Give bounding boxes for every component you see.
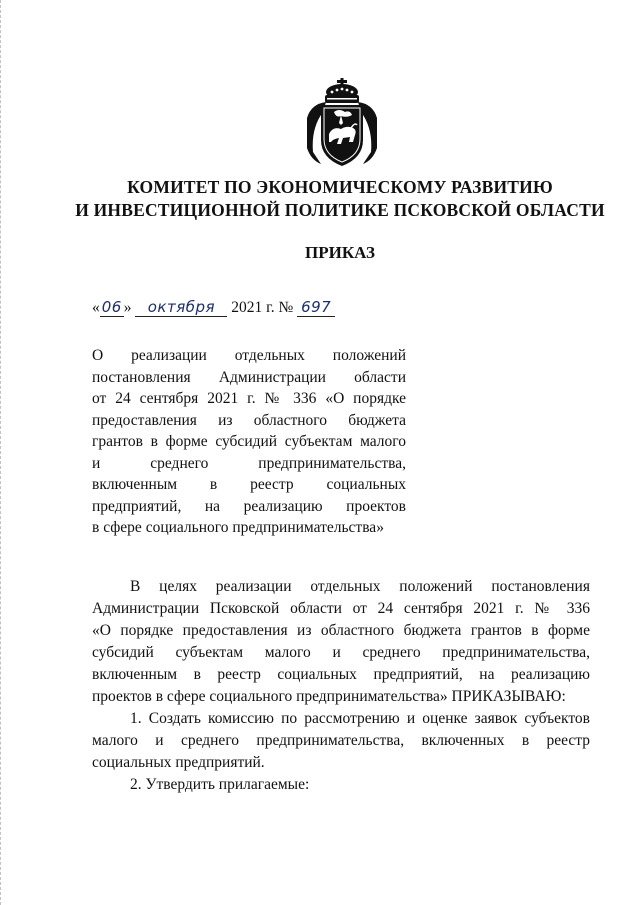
document-type: ПРИКАЗ [305, 243, 375, 262]
body-line: Администрации Псковской области от 24 сентября 2021 г. № 336 [92, 600, 590, 617]
body-line: 1. Создать комиссию по рассмотрению и оценке заявок субъектов [130, 710, 590, 727]
body-line: малого и среднего предпринимательства, включенных в реестр [92, 732, 590, 749]
subject-line: в сфере социального предпринимательства» [92, 519, 384, 536]
date-year-label: 2021 г. № [231, 299, 294, 316]
organization-title [60, 176, 620, 222]
body-line: включенным в реестр социальных предприятий, на реализацию [92, 666, 590, 683]
subject-line: предоставления из областного бюджета [92, 411, 406, 429]
organization-title-line-1: КОМИТЕТ ПО ЭКОНОМИЧЕСКОМУ РАЗВИТИЮ [127, 177, 553, 197]
body-line: В целях реализации отдельных положений постановления [130, 578, 590, 595]
order-body [92, 576, 590, 796]
order-number: 697 [297, 298, 335, 317]
subject-line: от 24 сентября 2021 г. № 336 «О порядке [92, 390, 406, 407]
scan-edge [0, 0, 5, 905]
date-close-quote: » [123, 299, 132, 316]
subject-line: предприятий, на реализацию проектов [92, 497, 406, 515]
body-line: социальных предприятий. [92, 754, 265, 771]
subject-line: постановления Администрации области [92, 368, 406, 386]
pskov-coat-of-arms-icon [301, 78, 383, 168]
subject-line: грантов в форме субсидий субъектам малого [92, 433, 406, 450]
body-line: 2. Утвердить прилагаемые: [130, 776, 310, 793]
subject-line: О реализации отдельных положений [92, 347, 406, 364]
order-subject [92, 345, 406, 539]
subject-line: и среднего предпринимательства, [92, 454, 406, 472]
date-day: 06 [101, 298, 122, 316]
date-month: октября [135, 298, 227, 317]
date-number-line [92, 296, 335, 322]
organization-title-line-2: И ИНВЕСТИЦИОННОЙ ПОЛИТИКЕ ПСКОВСКОЙ ОБЛАСТИ [75, 200, 605, 220]
body-line: субсидий субъектам малого и среднего предпринимательства, [92, 644, 590, 661]
body-line: «О порядке предоставления из областного бюджета грантов в форме [92, 622, 590, 639]
subject-line: включенным в реестр социальных [92, 476, 406, 493]
body-line: проектов в сфере социального предпринимательства» ПРИКАЗЫВАЮ: [92, 688, 566, 705]
date-open-quote: « [92, 299, 100, 316]
